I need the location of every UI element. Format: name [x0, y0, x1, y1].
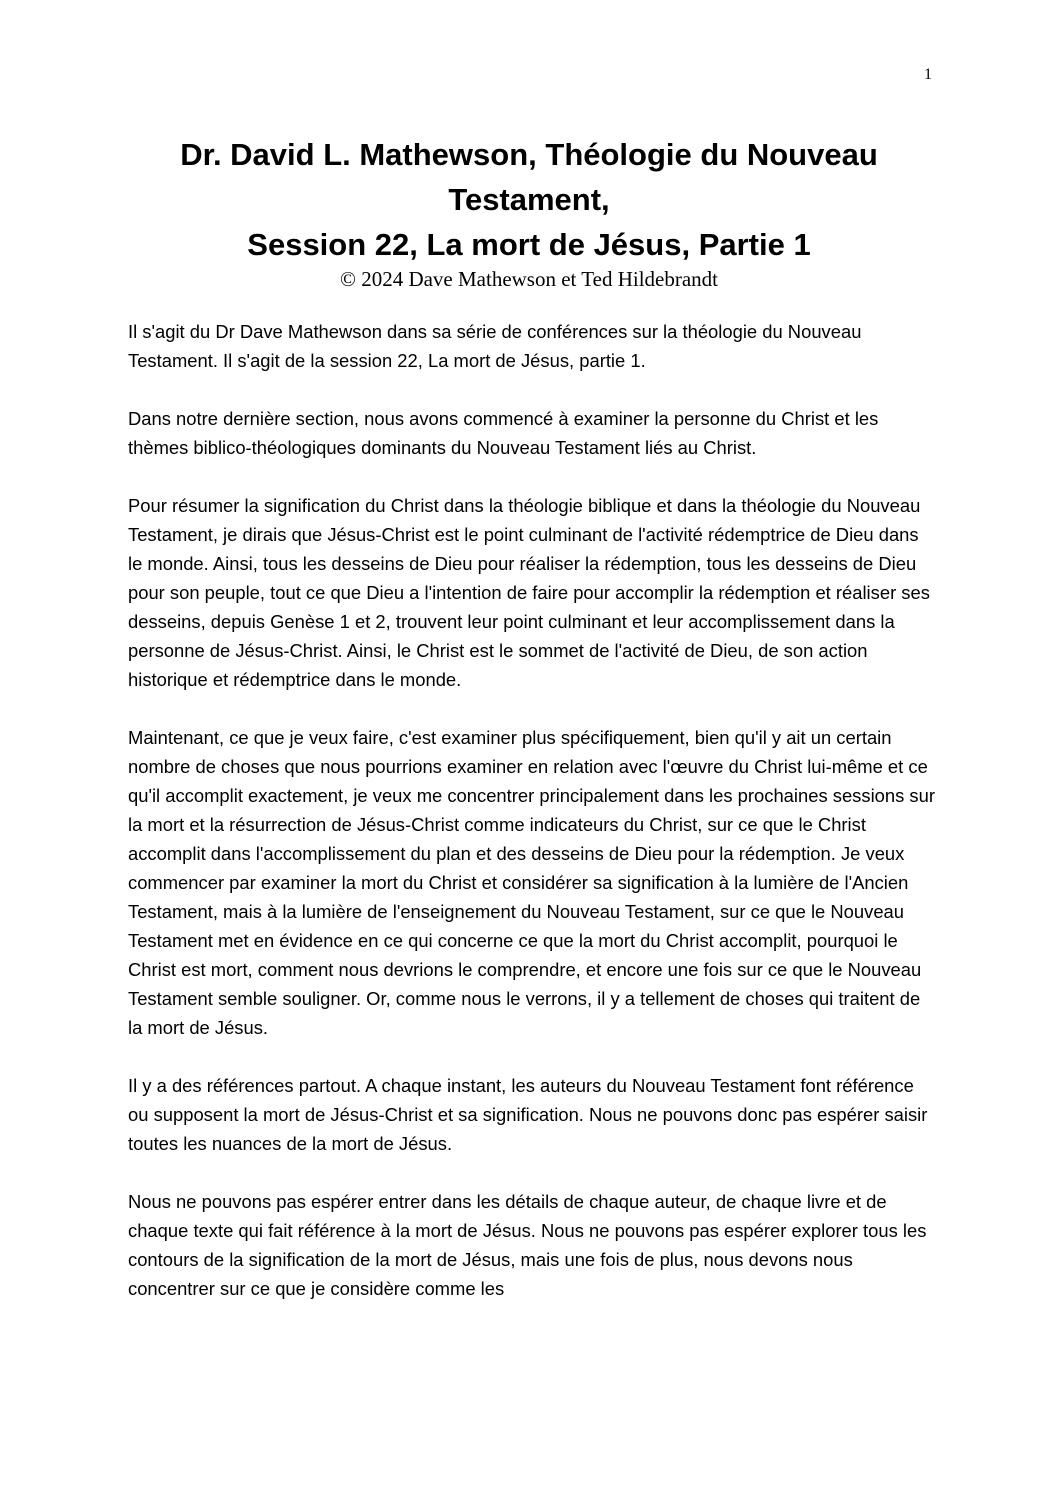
paragraph-1: Il s'agit du Dr Dave Mathewson dans sa série de conférences sur la théologie du Nouveau Testament. Il s'agit de la session 22, La mort de Jésus, partie 1. [128, 321, 862, 371]
page-number: 1 [924, 66, 932, 83]
document-subtitle: Session 22, La mort de Jésus, Partie 1 [247, 227, 811, 262]
document-title: Dr. David L. Mathewson, Théologie du Nouveau Testament, [180, 137, 878, 217]
paragraph-6: Nous ne pouvons pas espérer entrer dans les détails de chaque auteur, de chaque livre et de chaque texte qui fait référence à la mort de Jésus. Nous ne pouvons pas espérer explorer tous les contours de la signification de la mort de Jésus, mais une fois de plus, nous devons nous concentrer sur ce que je considère comme les [128, 1191, 927, 1299]
paragraph-2: Dans notre dernière section, nous avons commencé à examiner la personne du Christ et les thèmes biblico-théologiques dominants du Nouveau Testament liés au Christ. [128, 408, 879, 458]
document-header [100, 132, 958, 291]
paragraph-3: Pour résumer la signification du Christ dans la théologie biblique et dans la théologie du Nouveau Testament, je dirais que Jésus-Christ est le point culminant de l'activité rédemptrice de Dieu dans le monde. Ainsi, tous les desseins de Dieu pour réaliser la rédemption, tous les desseins de Dieu pour son peuple, tout ce que Dieu a l'intention de faire pour accomplir la rédemption et réaliser ses desseins, depuis Genèse 1 et 2, trouvent leur point culminant et leur accomplissement dans la personne de Jésus-Christ. Ainsi, le Christ est le sommet de l'activité de Dieu, de son action historique et rédemptrice dans le monde. [128, 495, 930, 690]
document-body [128, 317, 936, 1332]
paragraph-4: Maintenant, ce que je veux faire, c'est examiner plus spécifiquement, bien qu'il y ait un certain nombre de choses que nous pourrions examiner en relation avec l'œuvre du Christ lui-même et ce qu'il accomplit exactement, je veux me concentrer principalement dans les prochaines sessions sur la mort et la résurrection de Jésus-Christ comme indicateurs du Christ, sur ce que le Christ accomplit dans l'accomplissement du plan et des desseins de Dieu pour la rédemption. Je veux commencer par examiner la mort du Christ et considérer sa signification à la lumière de l'Ancien Testament, mais à la lumière de l'enseignement du Nouveau Testament, sur ce que le Nouveau Testament met en évidence en ce qui concerne ce que la mort du Christ accomplit, pourquoi le Christ est mort, comment nous devrions le comprendre, et encore une fois sur ce que le Nouveau Testament semble souligner. Or, comme nous le verrons, il y a tellement de choses qui traitent de la mort de Jésus. [128, 727, 935, 1038]
copyright-line: © 2024 Dave Mathewson et Ted Hildebrandt [339, 267, 718, 291]
paragraph-5: Il y a des références partout. A chaque instant, les auteurs du Nouveau Testament font référence ou supposent la mort de Jésus-Christ et sa signification. Nous ne pouvons donc pas espérer saisir toutes les nuances de la mort de Jésus. [128, 1075, 928, 1154]
